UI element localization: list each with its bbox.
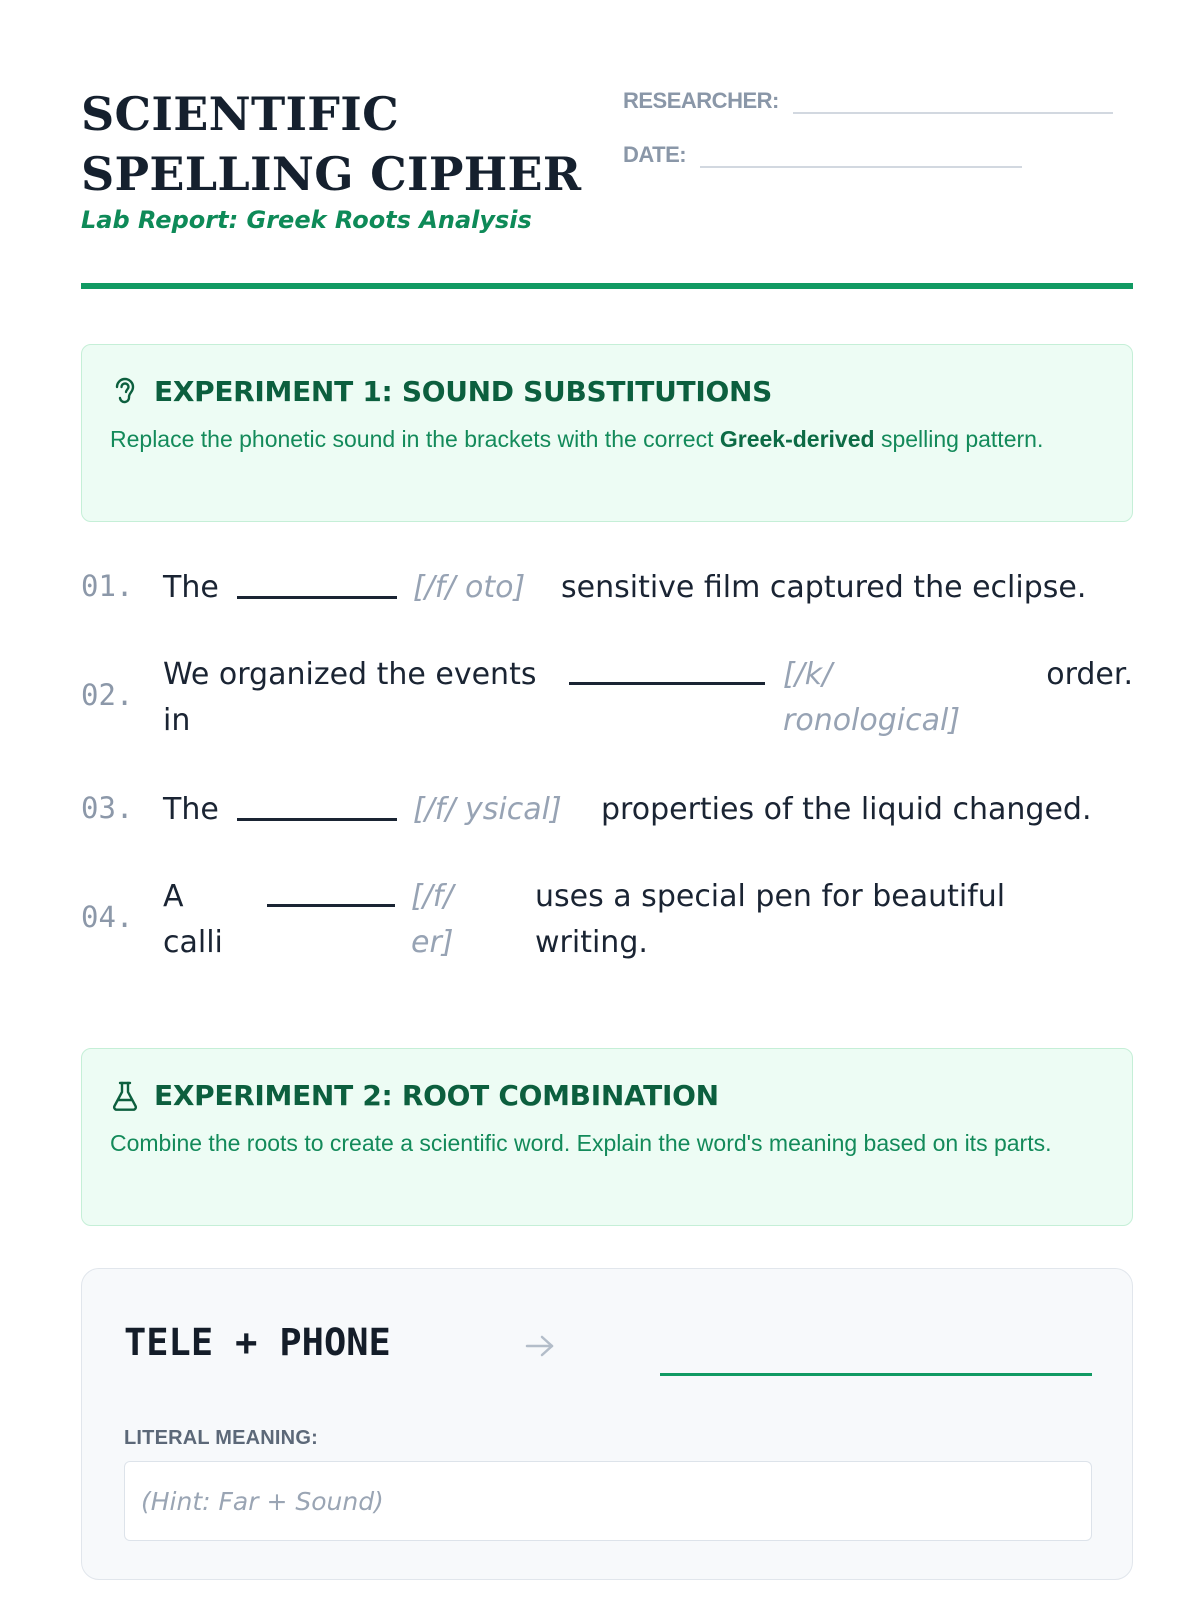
root-1: TELE (124, 1321, 214, 1364)
experiment-1-title: EXPERIMENT 1: SOUND SUBSTITUTIONS (154, 375, 772, 408)
question-text-before: The (163, 570, 219, 605)
question-text-after: uses a special pen for beautiful (535, 879, 1006, 914)
phonetic-hint: [/f/ (411, 879, 454, 914)
question-text-after: properties of the liquid changed. (601, 792, 1092, 827)
experiment-2-title: EXPERIMENT 2: ROOT COMBINATION (154, 1079, 719, 1112)
phonetic-hint: [/k/ (783, 657, 833, 692)
question-number: 04. (81, 900, 134, 934)
question-text-after: order. (1046, 657, 1133, 692)
phonetic-hint: [/f/ ysical] (413, 792, 562, 827)
root-combination-card (81, 1268, 1133, 1580)
experiment-1-instruction: Replace the phonetic sound in the brackets with the correct Greek-derived spelling pattern. (110, 426, 1044, 452)
question-text-before: We organized the events (163, 657, 537, 692)
plus-sign: + (235, 1321, 258, 1364)
experiment-1-callout (81, 344, 1133, 522)
flask-icon (110, 1080, 140, 1112)
date-row (623, 142, 1022, 168)
question-number: 01. (81, 569, 134, 603)
root-2: PHONE (279, 1321, 391, 1364)
ear-icon (110, 376, 140, 408)
header-divider (81, 283, 1133, 289)
root-equation (124, 1321, 413, 1364)
question-text-after: sensitive film captured the eclipse. (561, 570, 1087, 605)
researcher-field[interactable] (793, 92, 1113, 114)
question-text-before-cont: calli (163, 925, 223, 960)
phonetic-hint: [/f/ oto] (413, 570, 526, 605)
question-text-after-cont: writing. (535, 925, 648, 960)
question-text-before: A (163, 879, 184, 914)
answer-blank[interactable] (569, 682, 765, 685)
researcher-label: RESEARCHER: (623, 88, 779, 113)
question-1 (81, 565, 1133, 615)
question-2 (81, 652, 1133, 748)
researcher-row (623, 88, 1113, 114)
combined-word-answer-line[interactable] (660, 1373, 1092, 1376)
page-subtitle: Lab Report: Greek Roots Analysis (81, 206, 532, 234)
literal-meaning-input[interactable] (124, 1461, 1092, 1541)
phonetic-hint-cont: er] (411, 925, 454, 960)
question-text-before-cont: in (163, 703, 191, 738)
arrow-right-icon (522, 1331, 558, 1361)
literal-meaning-label: LITERAL MEANING: (124, 1427, 318, 1449)
question-number: 02. (81, 678, 134, 712)
phonetic-hint-cont: ronological] (783, 703, 961, 738)
date-field[interactable] (700, 146, 1022, 168)
page-title: SCIENTIFIC SPELLING CIPHER (81, 87, 582, 201)
question-3 (81, 787, 1133, 837)
experiment-2-callout (81, 1048, 1133, 1226)
answer-blank[interactable] (237, 818, 397, 821)
question-text-before: The (163, 792, 219, 827)
answer-blank[interactable] (237, 596, 397, 599)
question-number: 03. (81, 791, 134, 825)
answer-blank[interactable] (267, 904, 395, 907)
experiment-2-instruction: Combine the roots to create a scientific word. Explain the word's meaning based on its parts. (110, 1130, 1052, 1156)
question-4 (81, 874, 1133, 970)
date-label: DATE: (623, 142, 687, 167)
